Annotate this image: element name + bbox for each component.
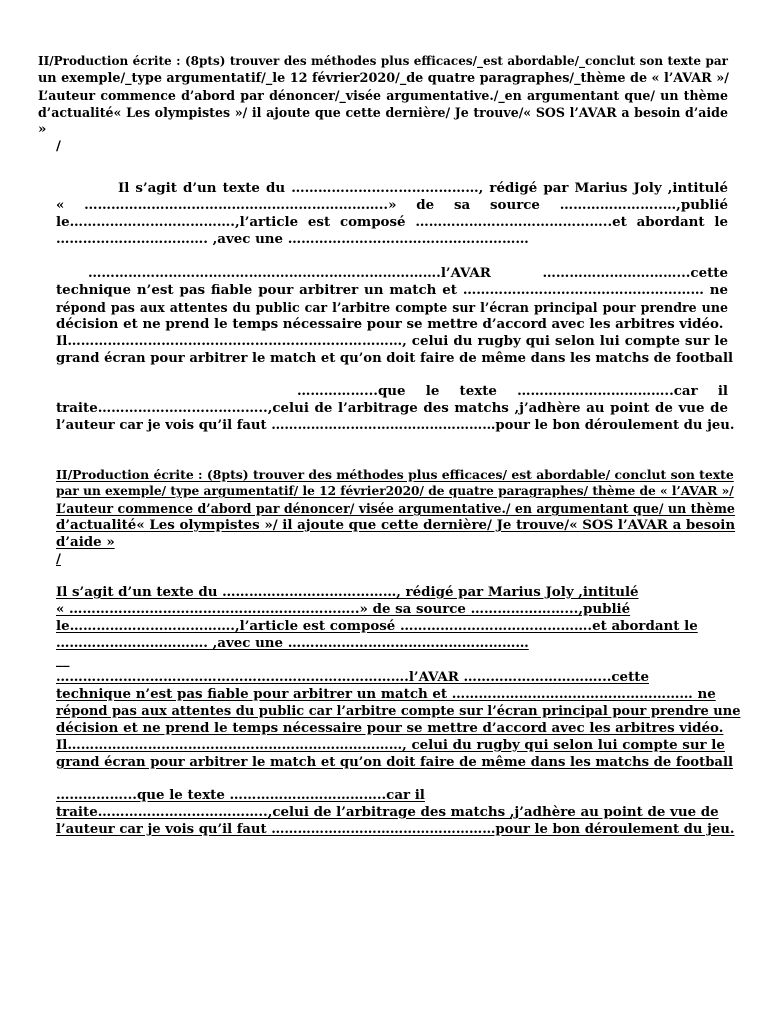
instructions-line: II/Production écrite : (8pts) trouver des méthodes plus efficaces/ est abordable/ conclut son texte xyxy=(56,467,734,482)
summary-line: « ………………………………………………………..» de sa source …………………...,publié xyxy=(56,601,631,617)
summary-line: « …………………………………………………………..» de sa source …………………..…,publié xyxy=(56,197,728,213)
summary-line: traite………………………………..,celui de l’arbitrage des matchs ,j’adhère au point de vue de xyxy=(56,400,728,416)
instructions-line: / xyxy=(56,138,61,154)
summary-line: Il s’agit d’un texte du …………………………………, rédigé par Marius Joly ,intitulé xyxy=(56,584,639,600)
instructions-line: d’actualité« Les olympistes »/ il ajoute que cette dernière/ Je trouve/« SOS l’AVAR a besoin d’aide xyxy=(38,105,728,120)
summary-line: technique n’est pas fiable pour arbitrer un match et ……………………………………………… ne xyxy=(56,686,716,702)
summary-line: décision et ne prend le temps nécessaire pour se mettre d’accord avec les arbitres vidéo. xyxy=(56,316,724,332)
summary-line: l’auteur car je vois qu’il faut ……………………………………………pour le bon déroulement du jeu. xyxy=(56,418,735,433)
instructions-line: d’actualité« Les olympistes »/ il ajoute que cette dernière/ Je trouve/« SOS l’AVAR a besoin xyxy=(56,517,736,533)
instructions-line: II/Production écrite : (8pts) trouver des méthodes plus efficaces/_est abordable/_conclut son texte par xyxy=(38,54,728,68)
summary-line: traite………………………………..,celui de l’arbitrage des matchs ,j’adhère au point de vue de xyxy=(56,804,719,820)
instructions-line: d’aide » xyxy=(56,534,115,550)
summary-line: le……………………………….,l’article est composé ……………………………………..et abordant le xyxy=(56,214,728,230)
summary-line: grand écran pour arbitrer le match et qu’on doit faire de même dans les matchs de football xyxy=(56,351,733,366)
summary-line: ……………………………. ,avec une ……………………………………………… xyxy=(56,231,529,247)
summary-line: le……………………………….,l’article est composé …………………………………….et abordant le xyxy=(56,618,698,634)
summary-line: ……………...que le texte ……………………………..car il xyxy=(297,383,728,399)
summary-line: grand écran pour arbitrer le match et qu’on doit faire de même dans les matchs de football xyxy=(56,755,733,770)
summary-line: ……………………………. ,avec une ……………………………………………… xyxy=(56,635,529,651)
summary-line: …………………………………………………………………….l’AVAR …………………………...cette xyxy=(88,265,728,281)
summary-line: répond pas aux attentes du public car l’arbitre compte sur l’écran principal pour prendre une xyxy=(56,704,741,719)
summary-line: …………………………………………………………………….l’AVAR …………………………...cette xyxy=(56,669,649,685)
instructions-line: / xyxy=(56,551,61,567)
instructions-line: par un exemple/ type argumentatif/ le 12 février2020/ de quatre paragraphes/ thème de « l’AVAR »/ xyxy=(56,484,734,498)
instructions-line: L’auteur commence d’abord par dénoncer/ visée argumentative./ en argumentant que/ un thème xyxy=(56,501,735,516)
summary-line: Il s’agit d’un texte du ……………………………………, rédigé par Marius Joly ,intitulé xyxy=(118,180,728,196)
instructions-line: » xyxy=(38,121,47,137)
summary-line: l’auteur car je vois qu’il faut ……………………………………………pour le bon déroulement du jeu. xyxy=(56,822,735,837)
summary-line: technique n’est pas fiable pour arbitrer un match et ……………………………………………… ne xyxy=(56,282,728,298)
summary-line: décision et ne prend le temps nécessaire pour se mettre d’accord avec les arbitres vidéo. xyxy=(56,720,724,736)
summary-line: répond pas aux attentes du public car l’arbitre compte sur l’écran principal pour prendre une xyxy=(56,300,728,315)
summary-line: __ xyxy=(56,652,70,668)
summary-line: Il…………………………………………………………………, celui du rugby qui selon lui compte sur le xyxy=(56,333,728,349)
instructions-line: L’auteur commence d’abord par dénoncer/_visée argumentative./_en argumentant que/ un thème xyxy=(38,88,728,103)
instructions-line: un exemple/_type argumentatif/_le 12 février2020/_de quatre paragraphes/_thème de « l’AVAR »/ xyxy=(38,71,729,86)
summary-line: Il…………………………………………………………………, celui du rugby qui selon lui compte sur le xyxy=(56,737,725,753)
summary-line: ……………...que le texte ……………………………..car il xyxy=(56,787,425,803)
